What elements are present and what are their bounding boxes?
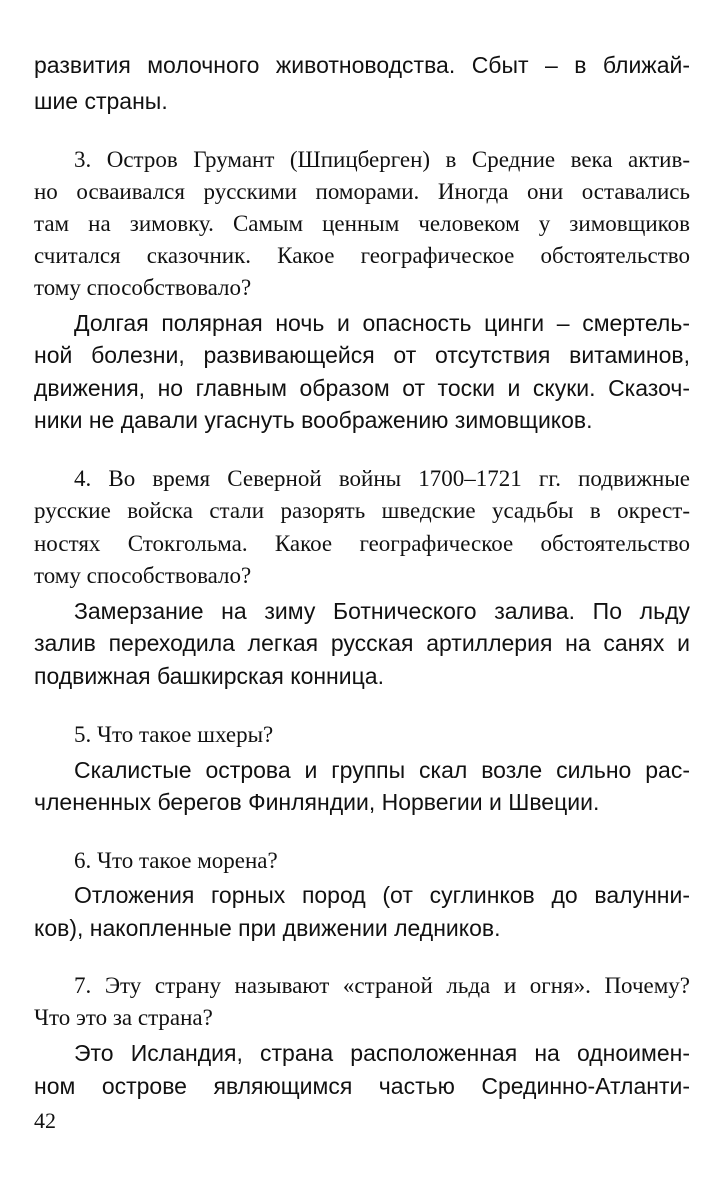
question-text-line: ностях Стокгольма. Какое географическое обстоятельство [34, 531, 690, 556]
answer-text-line: Долгая полярная ночь и опасность цинги – смертель- [74, 310, 690, 336]
answer-text-line: подвижная башкирская конница. [34, 663, 384, 689]
question-text-line: там на зимовку. Самым ценным человеком у зимовщиков [34, 211, 690, 236]
question-text-line: Что это за страна? [34, 1005, 213, 1030]
question-text-line: 4. Во время Северной войны 1700–1721 гг. подвижные [74, 466, 690, 491]
answer-text-line: Это Исландия, страна расположенная на одноимен- [74, 1040, 690, 1066]
question-text-line: тому способствовало? [34, 563, 252, 588]
question-text-line: 5. Что такое шхеры? [74, 722, 274, 747]
question-text-line: 6. Что такое морена? [74, 848, 278, 873]
answer-text-line: залив переходила легкая русская артиллерия на санях и [34, 630, 690, 656]
answer-text-line: Замерзание на зиму Ботнического залива. По льду [74, 598, 690, 624]
answer-text-line: Отложения горных пород (от суглинков до валунни- [74, 882, 690, 908]
answer-text-line: движения, но главным образом от тоски и скуки. Сказоч- [34, 375, 690, 401]
answer-text-line: ков), накопленные при движении ледников. [34, 915, 501, 941]
question-text-line: русские войска стали разорять шведские усадьбы в окрест- [34, 498, 690, 523]
question-text-line: считался сказочник. Какое географическое обстоятельство [34, 243, 690, 268]
answer-text-line: члененных берегов Финляндии, Норвегии и Швеции. [34, 789, 600, 815]
answer-text-line: шие страны. [34, 88, 168, 114]
answer-text-line: ном острове являющимся частью Срединно-Атланти- [34, 1073, 690, 1099]
question-text-line: 7. Эту страну называют «страной льда и огня». Почему? [74, 973, 690, 998]
page-number: 42 [34, 1108, 56, 1133]
answer-text-line: развития молочного животноводства. Сбыт – в ближай- [34, 52, 690, 78]
question-text-line: тому способствовало? [34, 275, 252, 300]
answer-text-line: ники не давали угаснуть воображению зимовщиков. [34, 407, 593, 433]
answer-text-line: Скалистые острова и группы скал возле сильно рас- [74, 757, 690, 783]
question-text-line: 3. Остров Грумант (Шпицберген) в Средние века актив- [74, 147, 690, 172]
question-text-line: но осваивался русскими поморами. Иногда они оставались [34, 179, 690, 204]
answer-text-line: ной болезни, развивающейся от отсутствия витаминов, [34, 342, 690, 368]
